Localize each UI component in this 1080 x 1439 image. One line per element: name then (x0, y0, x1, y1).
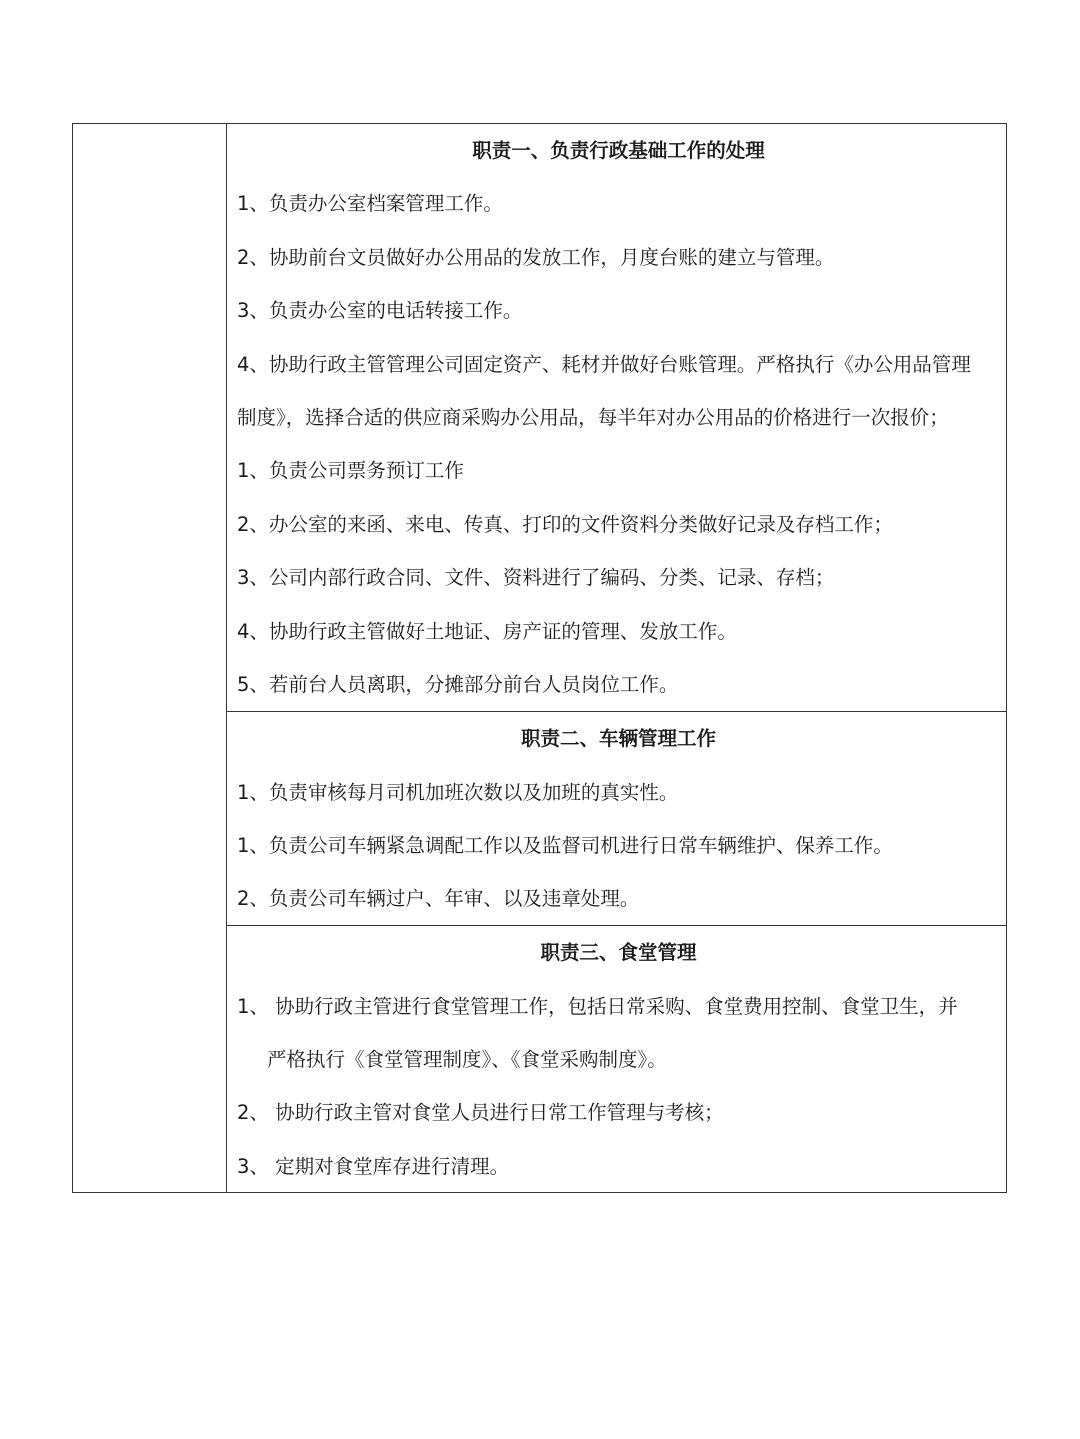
duty-item: 1、负责公司票务预订工作 (237, 459, 464, 483)
section-title: 职责一、负责行政基础工作的处理 (472, 139, 765, 162)
duty-item: 2、协助前台文员做好办公用品的发放工作，月度台账的建立与管理。 (237, 245, 835, 269)
section-title: 职责三、食堂管理 (540, 941, 697, 965)
duty-item: 5、若前台人员离职，分摊部分前台人员岗位工作。 (237, 672, 679, 696)
duty-item: 4、协助行政主管管理公司固定资产、耗材并做好台账管理。严格执行《办公用品管理 (237, 352, 971, 376)
duty-item: 3、负责办公室的电话转接工作。 (237, 299, 523, 323)
duty-item-continuation: 制度》，选择合适的供应商采购办公用品，每半年对办公用品的价格进行一次报价； (237, 405, 949, 429)
duty-item: 2、办公室的来函、来电、传真、打印的文件资料分类做好记录及存档工作； (237, 512, 893, 536)
table-label-column (73, 124, 227, 1192)
duty-item: 3、 定期对食堂库存进行清理。 (237, 1154, 510, 1178)
duty-item: 2、 协助行政主管对食堂人员进行日常工作管理与考核； (237, 1101, 724, 1125)
duty-section-3 (227, 925, 1006, 1193)
duty-item: 1、负责办公室档案管理工作。 (237, 192, 503, 216)
duty-item: 4、协助行政主管做好土地证、房产证的管理、发放工作。 (237, 619, 737, 643)
duty-item: 1、负责审核每月司机加班次数以及加班的真实性。 (237, 780, 679, 804)
duty-item: 3、公司内部行政合同、文件、资料进行了编码、分类、记录、存档； (237, 566, 835, 590)
duty-item-continuation: 严格执行《食堂管理制度》、《食堂采购制度》。 (267, 1048, 667, 1072)
duty-item: 1、负责公司车辆紧急调配工作以及监督司机进行日常车辆维护、保养工作。 (237, 834, 893, 858)
duty-item: 2、负责公司车辆过户、年审、以及违章处理。 (237, 887, 640, 911)
section-title: 职责二、车辆管理工作 (520, 727, 716, 751)
table-content-column (227, 124, 1006, 1192)
duty-table (72, 123, 1007, 1193)
duty-section-1 (227, 124, 1006, 711)
duty-item: 1、 协助行政主管进行食堂管理工作，包括日常采购、食堂费用控制、食堂卫生，并 (237, 994, 958, 1018)
duty-section-2 (227, 711, 1006, 925)
